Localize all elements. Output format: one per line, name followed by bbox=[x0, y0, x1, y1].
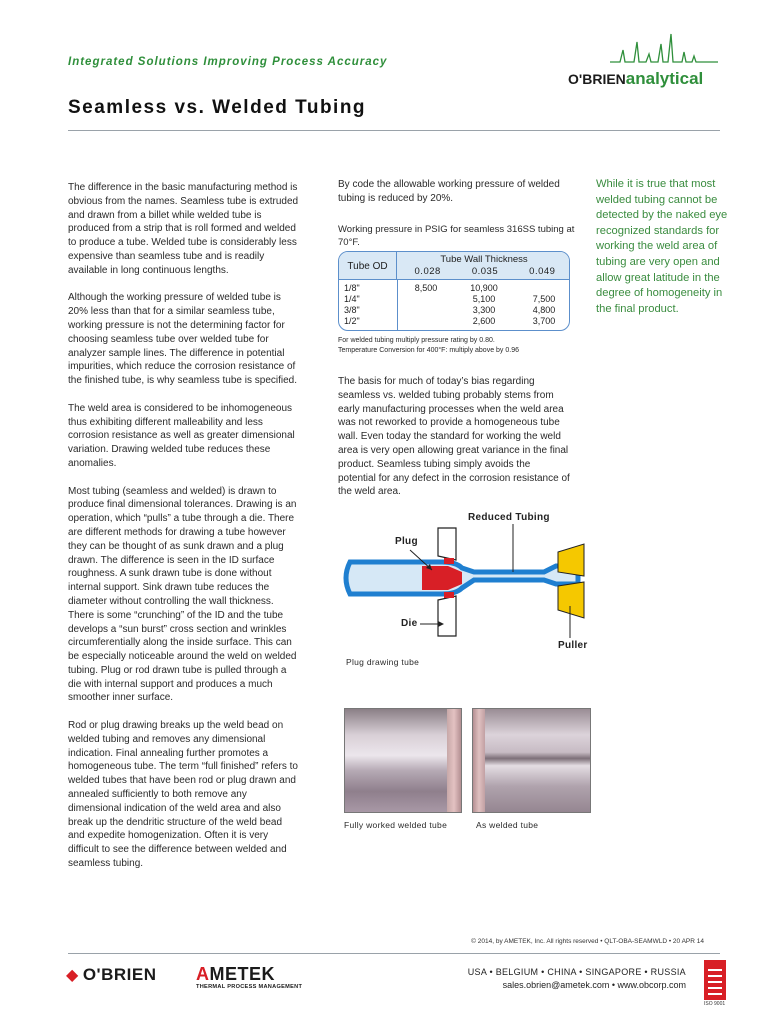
die-red-bottom bbox=[444, 592, 454, 598]
od-column bbox=[344, 283, 394, 327]
footer-contact: sales.obrien@ametek.com • www.obcorp.com bbox=[502, 980, 686, 990]
label-die: Die bbox=[401, 618, 418, 629]
table-header-wall: Tube Wall Thickness bbox=[440, 254, 528, 265]
plug-shape bbox=[422, 566, 462, 590]
photo-fully-worked-tube bbox=[344, 708, 462, 813]
paragraph: By code the allowable working pressure of welded tubing is reduced by 20%. bbox=[338, 179, 560, 204]
pull-quote: While it is true that most welded tubing cannot be detected by the naked eye recognized standards for working the weld area of tubing are very open and allow great latitude in the degree of homogeneity in the final product. bbox=[596, 178, 728, 315]
certification-icon bbox=[704, 960, 726, 1000]
table-cell: 10,900 bbox=[470, 283, 498, 293]
paragraph: Although the working pressure of welded tube is 20% less than that for a similar seamless tube, working pressure is not the determining factor for choosing seamless tube over welded tube for analyzer sample lines. The difference in potential impurities, which reduce the corrosion resistance of the finished tube, is why seamless tube is specified. bbox=[68, 292, 298, 387]
body-column-2-intro bbox=[338, 178, 572, 219]
col-035 bbox=[459, 283, 509, 327]
table-cell bbox=[519, 283, 569, 294]
table-header bbox=[339, 252, 569, 280]
table-notes bbox=[338, 336, 578, 355]
puller-upper bbox=[558, 544, 584, 576]
paragraph: Rod or plug drawing breaks up the weld bead on welded tubing and removes any dimensional indication. Final annealing further promotes a homogeneous tube. The term “full finished” refers to welded tubes that have been rod or plug drawn and annealed sufficiently to both remove any dimensional indication of the weld area and also break up the dendritic structure of the weld bead and expedite homogenization. Often it is very difficult to see the difference between welded and seamless tubing. bbox=[68, 720, 298, 870]
page-title: Seamless vs. Welded Tubing bbox=[68, 97, 367, 118]
footer-ametek-logo bbox=[196, 964, 302, 990]
footer-divider bbox=[68, 953, 720, 954]
photo-as-welded-tube bbox=[472, 708, 591, 813]
footer-obrien-text: O'BRIEN bbox=[82, 965, 157, 984]
die-lower bbox=[438, 596, 456, 636]
table-cell: 3/8" bbox=[344, 305, 360, 315]
paragraph: Most tubing (seamless and welded) is drawn to produce final dimensional tolerances. Drawing is an operation, which “pulls” a tube through a die. There are different methods for drawing a tube however they can be thought of as sunk drawn and a plug drawn. The difference is seen in the ID surface roughness. A sunk drawn tube is done without internal support. Sink drawn tube reduces the diameter without controlling the wall thickness. There is some “crunching” of the ID and the tube develops a “sun burst” cross section and wrinkles circumferentially along the inside surface. This can be especially noticeable around the weld on welded tubing. Plug or rod drawn tube is pulled through a die with internal support and produces a much smoother inner surface. bbox=[68, 485, 297, 704]
obrien-analytical-logo bbox=[568, 30, 726, 92]
table-cell: 3,700 bbox=[532, 316, 556, 326]
copyright: © 2014, by AMETEK, Inc. All rights reserved • QLT-OBA-SEAMWLD • 20 APR 14 bbox=[471, 938, 704, 945]
table-cell: 8,500 bbox=[414, 283, 438, 293]
col-028 bbox=[401, 283, 451, 294]
table-cell: 5,100 bbox=[472, 294, 496, 304]
certification-label: ISO 9001 bbox=[704, 1001, 726, 1007]
photo-caption-1: Fully worked welded tube bbox=[344, 820, 448, 830]
note: Temperature Conversion for 400°F: multiply above by 0.96 bbox=[338, 346, 520, 354]
table-cell: 3,300 bbox=[472, 305, 496, 315]
table-caption: Working pressure in PSIG for seamless 316SS tubing at 70°F. bbox=[338, 224, 575, 248]
plug-drawing-diagram bbox=[338, 506, 600, 666]
logo-analytical-text: analytical bbox=[625, 69, 704, 88]
die-red-top bbox=[444, 558, 454, 564]
label-plug: Plug bbox=[395, 536, 418, 547]
paragraph: The basis for much of today’s bias regarding seamless vs. welded tubing probably stems from early manufacturing processes when the weld area was not reworked to provide a homogeneous tube wall. Even today the standard for working the weld area is very open allowing great variance in the final product. Seamless tubing simply avoids the potential for any defect in the corrosion resistance of the weld area. bbox=[338, 376, 570, 498]
table-cell: 4,800 bbox=[532, 305, 556, 315]
note: For welded tubing multiply pressure rating by 0.80. bbox=[338, 337, 495, 344]
table-header-sizes bbox=[399, 266, 570, 277]
wall-size: 0.035 bbox=[471, 266, 499, 277]
ametek-subtitle: THERMAL PROCESS MANAGEMENT bbox=[196, 984, 303, 990]
paragraph: The weld area is considered to be inhomogeneous thus exhibiting different malleability and less corrosion resistance as well as greater dimensional variation. Drawing welded tube reduces these anomalies. bbox=[68, 402, 295, 469]
puller-lower bbox=[558, 582, 584, 618]
table-cell: 1/2" bbox=[344, 316, 360, 326]
footer-obrien-logo bbox=[66, 965, 156, 985]
table-header-od: Tube OD bbox=[339, 252, 397, 280]
ametek-text: METEK bbox=[209, 964, 275, 984]
chromatogram-icon bbox=[568, 30, 726, 70]
footer-locations: USA • BELGIUM • CHINA • SINGAPORE • RUSSIA bbox=[467, 967, 686, 977]
paragraph: The difference in the basic manufacturing method is obvious from the names. Seamless tube is extruded and drawn from a billet while welded tube is produced from a strip that is roll formed and welded to produce a tube. Welded tube is considerably less expensive than seamless tube and is readily available in long continuous lengths. bbox=[68, 182, 299, 276]
body-column-2-main bbox=[338, 375, 570, 513]
title-divider bbox=[68, 130, 720, 131]
label-reduced-tubing: Reduced Tubing bbox=[468, 512, 550, 523]
table-cell: 1/8" bbox=[344, 283, 360, 293]
col-049 bbox=[519, 283, 569, 327]
tagline: Integrated Solutions Improving Process Accuracy bbox=[68, 56, 388, 68]
body-column-1 bbox=[68, 181, 300, 885]
table-cell: 1/4" bbox=[344, 294, 360, 304]
table-body bbox=[339, 280, 569, 330]
wall-size: 0.028 bbox=[414, 266, 441, 277]
photo-caption-2: As welded tube bbox=[476, 820, 539, 830]
table-cell: 7,500 bbox=[532, 294, 556, 304]
table-separator bbox=[397, 280, 398, 330]
pressure-table bbox=[338, 251, 570, 331]
table-cell: 2,600 bbox=[472, 316, 496, 326]
wall-size: 0.049 bbox=[529, 266, 556, 277]
label-puller: Puller bbox=[558, 640, 588, 651]
die-upper bbox=[438, 528, 456, 560]
logo-obrien-text: O'BRIEN bbox=[568, 71, 626, 87]
diagram-caption: Plug drawing tube bbox=[346, 657, 420, 667]
ametek-a-mark: A bbox=[196, 964, 210, 984]
obrien-mark-icon: ◆ bbox=[66, 967, 79, 984]
